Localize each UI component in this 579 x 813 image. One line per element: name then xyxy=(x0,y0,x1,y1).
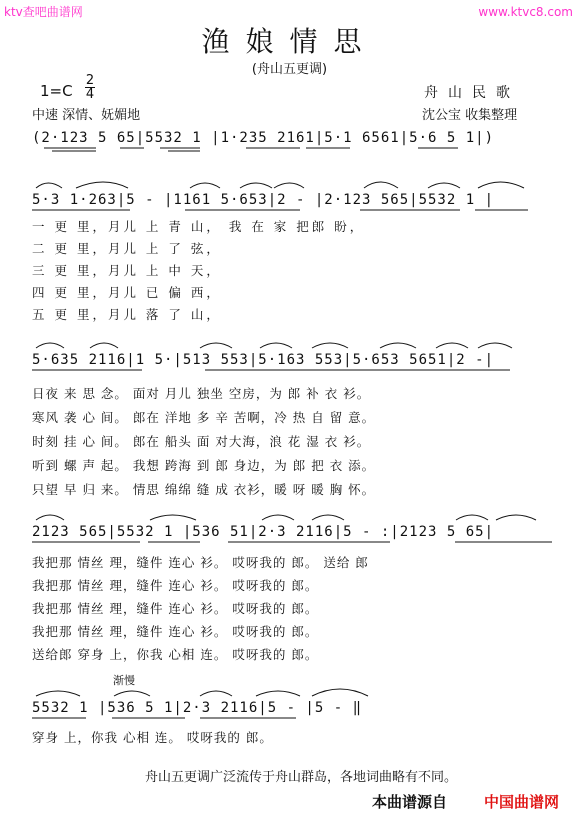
lyric-line-3-verse-5: 送给郎 穿身 上，你我 心相 连。 哎呀我的 郎。 xyxy=(32,647,319,662)
score-line-1-notes: 5·3 1·263|5 - |1161 5·653|2 - |2·123 565|5532 1 | xyxy=(32,192,495,208)
song-subtitle: (舟山五更调) xyxy=(251,62,328,77)
lyric-line-2-verse-3: 时刻 挂 心 间。 郎在 船头 面 对大海，浪 花 湿 衣 衫。 xyxy=(32,434,371,449)
lyric-line-3-verse-2: 我把那 情丝 理，缝件 连心 衫。 哎呀我的 郎。 xyxy=(32,578,319,593)
intro-notes: (2·123 5 65|5532 1 |1·235 2161|5·1 6561|5·6 5 1|) xyxy=(32,130,495,146)
footnote: 舟山五更调广泛流传于舟山群岛，各地词曲略有不同。 xyxy=(145,770,458,785)
lyric-line-3-verse-3: 我把那 情丝 理，缝件 连心 衫。 哎呀我的 郎。 xyxy=(32,601,319,616)
lyric-line-2-verse-2: 寒风 袭 心 间。 郎在 洋地 多 辛 苦啊，冷 热 自 留 意。 xyxy=(32,410,376,425)
lyric-line-4: 穿身 上，你我 心相 连。 哎呀我的 郎。 xyxy=(32,730,273,745)
lyric-line-3-verse-1: 我把那 情丝 理，缝件 连心 衫。 哎呀我的 郎。 送给 郎 xyxy=(32,555,369,570)
lyric-line-1-verse-4: 四 更 里，月儿 已 偏 西， xyxy=(32,285,222,300)
watermark-right: www.ktvc8.com xyxy=(478,5,573,19)
lyric-line-1-verse-2: 二 更 里，月儿 上 了 弦， xyxy=(32,241,222,256)
watermark-left: ktv查吧曲谱网 xyxy=(4,5,83,19)
key-signature: 1=C xyxy=(40,82,73,100)
lyric-line-3-verse-4: 我把那 情丝 理，缝件 连心 衫。 哎呀我的 郎。 xyxy=(32,624,319,639)
lyric-line-2-verse-1: 日夜 来 思 念。 面对 月儿 独坐 空房，为 郎 补 衣 衫。 xyxy=(32,386,371,401)
underlines xyxy=(32,148,552,718)
time-denominator: 4 xyxy=(85,87,95,102)
source-brand: 中国曲谱网 xyxy=(484,793,560,811)
collector-credit: 沈公宝 收集整理 xyxy=(422,108,518,123)
lyric-line-2-verse-4: 听到 螺 声 起。 我想 跨海 到 郎 身边，为 郎 把 衣 添。 xyxy=(32,458,376,473)
tempo-marking: 中速 深情、妩媚地 xyxy=(32,108,141,123)
song-title: 渔娘情思 xyxy=(201,25,378,58)
tempo-annotation: 渐慢 xyxy=(113,674,135,687)
lyric-line-1-verse-3: 三 更 里，月儿 上 中 天， xyxy=(32,263,222,278)
score-line-2-notes: 5·635 2116|1 5·|513 553|5·163 553|5·653 5651|2 -| xyxy=(32,352,495,368)
lyric-line-1-verse-1: 一 更 里，月儿 上 青 山， 我 在 家 把郎 盼， xyxy=(32,219,366,234)
lyric-line-2-verse-5: 只望 早 归 来。 情思 绵绵 缝 成 衣衫，暖 呀 暖 胸 怀。 xyxy=(32,482,376,497)
time-numerator: 2 xyxy=(85,73,95,88)
lyric-line-1-verse-5: 五 更 里，月儿 落 了 山， xyxy=(32,307,222,322)
song-origin: 舟山民歌 xyxy=(424,85,520,101)
source-label: 本曲谱源自 xyxy=(372,793,448,811)
score-line-4-notes: 5532 1 |536 5 1|2·3 2116|5 - |5 - ‖ xyxy=(32,700,363,716)
score-line-3-notes: 2123 565|5532 1 |536 51|2·3 2116|5 - :|2123 5 65| xyxy=(32,524,495,540)
slurs xyxy=(36,182,536,696)
